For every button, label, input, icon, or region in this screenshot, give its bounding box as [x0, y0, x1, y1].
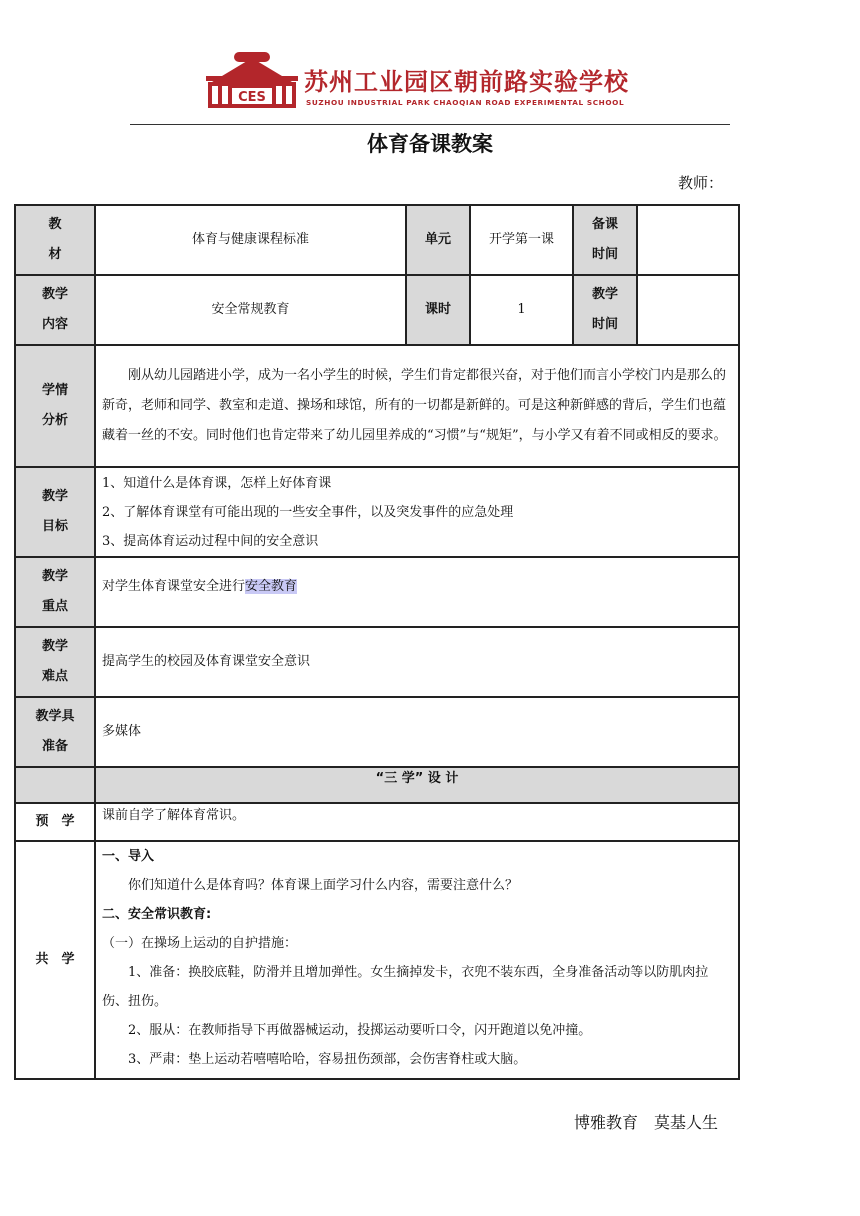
cowork-step: 1、准备：换胶底鞋，防滑并且增加弹性。女生摘掉发卡，衣兜不装东西，全身准备活动等以防肌肉拉伤、扭伤。 [102, 965, 709, 1009]
school-building-icon [204, 52, 300, 110]
focus-text [95, 557, 739, 627]
cowork-step: 2、服从：在教师指导下再做器械运动，投掷运动要听口令，闪开跑道以免冲撞。 [128, 1023, 592, 1038]
label-tools: 教学具 准备 [15, 697, 95, 767]
school-logo [204, 52, 656, 112]
row-design-header [15, 767, 739, 803]
label-goals: 教学 目标 [15, 467, 95, 557]
goal-item: 2、了解体育课堂有可能出现的一些安全事件，以及突发事件的应急处理 [102, 504, 514, 520]
row-analysis [15, 345, 739, 467]
cowork-subheading: （一）在操场上运动的自护措施： [102, 936, 298, 951]
header-divider [130, 124, 730, 125]
analysis-text [95, 345, 739, 467]
analysis-paragraph: 刚从幼儿园踏进小学，成为一名小学生的时候，学生们肯定都很兴奋，对于他们而言小学校门内是那么的新奇，老师和同学、教室和走道、操场和球馆，所有的一切都是新鲜的。可是这种新鲜感的背后，学生们也蕴藏着一丝的不安。同时他们也肯定带来了幼儿园里养成的“习惯”与“规矩”，与小学又有着不同或相反的要求。 [102, 368, 727, 443]
content-value: 安全常规教育 [95, 275, 406, 345]
focus-highlight: 安全教育 [245, 579, 298, 594]
cowork-step: 3、严肃：垫上运动若嘻嘻哈哈，容易扭伤颈部，会伤害脊柱或大脑。 [128, 1052, 527, 1067]
row-difficulty [15, 627, 739, 697]
label-content: 教学 内容 [15, 275, 95, 345]
label-prep-time: 备课 时间 [573, 205, 637, 275]
label-teach-time: 教学 时间 [573, 275, 637, 345]
label-difficulty: 教学 难点 [15, 627, 95, 697]
row-cowork [15, 841, 739, 1079]
label-analysis: 学情 分析 [15, 345, 95, 467]
row-textbook [15, 205, 739, 275]
tools-text: 多媒体 [95, 697, 739, 767]
teach-time-value [637, 275, 739, 345]
label-focus: 教学 重点 [15, 557, 95, 627]
goal-item: 1、知道什么是体育课，怎样上好体育课 [102, 475, 332, 491]
row-goals [15, 467, 739, 557]
logo-badge-text: CES [238, 90, 266, 105]
footer-motto: 博雅教育 莫基人生 [574, 1113, 719, 1132]
row-content [15, 275, 739, 345]
goals-list [95, 467, 739, 557]
cowork-content [95, 841, 739, 1079]
design-header-blank [15, 767, 95, 803]
label-preview: 预 学 [15, 803, 95, 841]
label-hours: 课时 [406, 275, 470, 345]
cowork-heading-safety: 二、安全常识教育: [102, 907, 212, 922]
hours-value: 1 [470, 275, 573, 345]
row-tools [15, 697, 739, 767]
cowork-intro-text: 你们知道什么是体育吗？体育课上面学习什么内容，需要注意什么？ [128, 878, 519, 893]
unit-value: 开学第一课 [470, 205, 573, 275]
goal-item: 3、提高体育运动过程中间的安全意识 [102, 533, 319, 549]
lesson-plan-table [14, 204, 740, 1080]
row-preview [15, 803, 739, 841]
focus-plain: 对学生体育课堂安全进行 [102, 579, 246, 594]
label-cowork: 共 学 [15, 841, 95, 1079]
label-unit: 单元 [406, 205, 470, 275]
row-focus [15, 557, 739, 627]
label-textbook: 教 材 [15, 205, 95, 275]
difficulty-text: 提高学生的校园及体育课堂安全意识 [95, 627, 739, 697]
preview-text: 课前自学了解体育常识。 [95, 803, 739, 841]
document-title: 体育备课教案 [367, 132, 493, 156]
design-header: “三 学” 设 计 [95, 767, 739, 803]
cowork-heading-intro: 一、导入 [102, 849, 155, 864]
school-name: 苏州工业园区朝前路实验学校 [304, 68, 629, 96]
textbook-value: 体育与健康课程标准 [95, 205, 406, 275]
teacher-label: 教师： [678, 174, 724, 192]
prep-time-value [637, 205, 739, 275]
school-name-en: SUZHOU INDUSTRIAL PARK CHAOQIAN ROAD EXPERIMENTAL SCHOOL [306, 98, 625, 107]
